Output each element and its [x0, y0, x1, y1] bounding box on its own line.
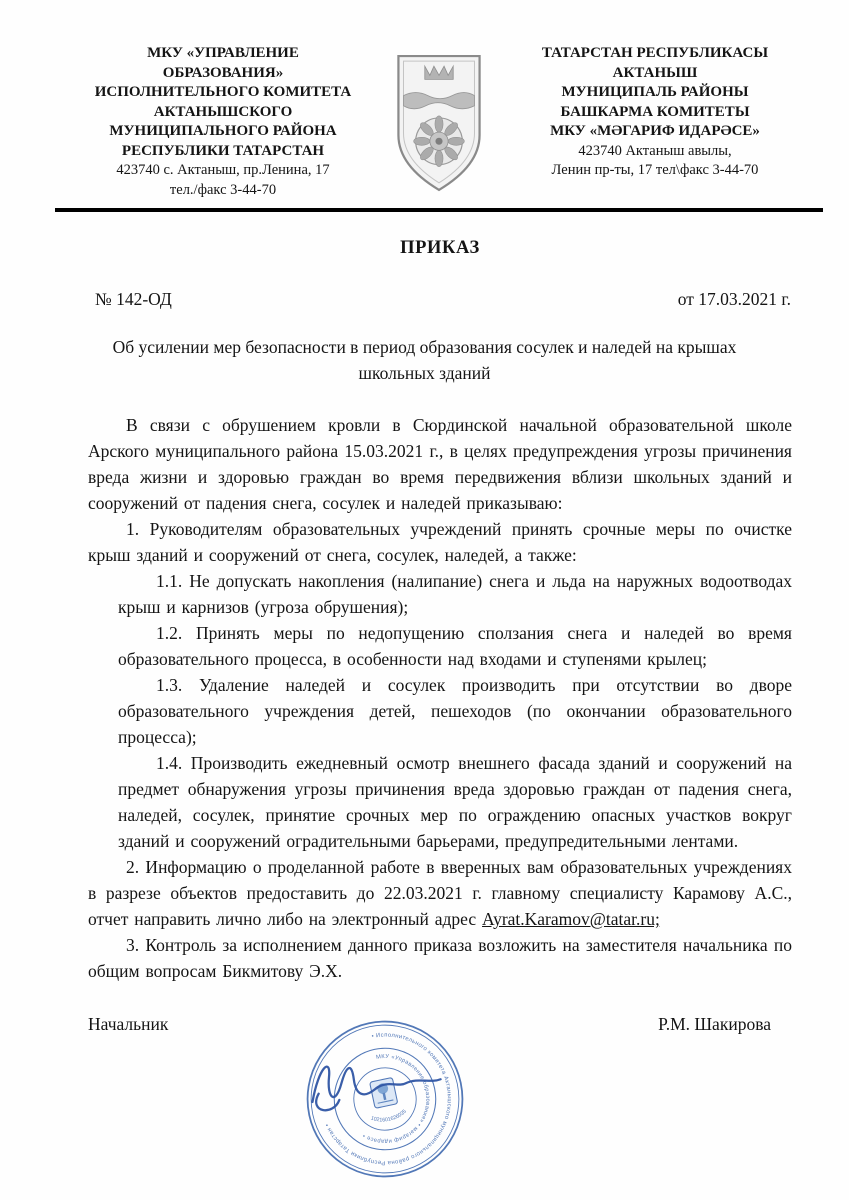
order-item-3: 3. Контроль за исполнением данного приказа возложить на заместителя начальника по общим вопросам Бикмитову Э.Х. [88, 935, 792, 981]
order-subject: Об усилении мер безопасности в период образования сосулек и наледей на крышах школьных зданий [112, 337, 737, 383]
signatory-name: Р.М. Шакирова [658, 1014, 771, 1034]
letterhead-line: АКТАНЫШСКОГО [153, 103, 293, 120]
header-divider [55, 208, 823, 212]
letterhead-line: ОБРАЗОВАНИЯ» [162, 64, 284, 81]
order-item-1: 1. Руководителям образовательных учреждений принять срочные меры по очистке крыш зданий и сооружений от снега, сосулек, наледей, а также: [88, 519, 792, 565]
letterhead-line: БАШКАРМА КОМИТЕТЫ [560, 103, 750, 120]
handwritten-signature [298, 1048, 453, 1126]
paragraph-intro: В связи с обрушением кровли в Сюрдинской начальной образовательной школе Арского муниципального района 15.03.2021 г., в целях предупреждения угрозы причинения вреда жизни и здоровью граждан во время передвижения вблизи школьных зданий и сооружений от падения снега, сосулек и наледей приказываю: [88, 415, 792, 513]
order-body [88, 412, 792, 984]
letterhead-line: МУНИЦИПАЛЬ РАЙОНЫ [561, 84, 749, 100]
letterhead-line: МКУ «МӘГАРИФ ИДАРӘСЕ» [550, 123, 760, 139]
signatory-position: Начальник [88, 1014, 169, 1034]
svg-text:• Исполнительного комитета Акт [308, 1020, 464, 1178]
letterhead-line: ИСПОЛНИТЕЛЬНОГО КОМИТЕТА [94, 84, 352, 100]
order-item-2 [88, 854, 792, 932]
seal-center-emblem [370, 1077, 398, 1108]
order-date: от 17.03.2021 г. [677, 289, 791, 309]
document-title: ПРИКАЗ [400, 238, 480, 258]
email-link[interactable]: Ayrat.Karamov@tatar.ru; [482, 909, 660, 929]
svg-text:1021601626035 [369, 1108, 409, 1127]
seal-number: 1021601626035 [369, 1108, 408, 1124]
order-item-1-1: 1.1. Не допускать накопления (налипание) снега и льда на наружных водоотводах крыш и карнизов (угроза обрушения); [118, 571, 792, 617]
letterhead-phone: тел./факс 3-44-70 [169, 181, 277, 198]
order-item-2-text: 2. Информацию о проделанной работе в вверенных вам образовательных учреждениях в разрезе объектов предоставить до 22.03.2021 г. главному специалисту Карамову А.С., отчет направить лично либо на электронный адрес [88, 857, 792, 929]
coat-of-arms [393, 52, 485, 199]
order-number: № 142-ОД [95, 289, 172, 309]
letterhead-phone: Ленин пр-ты, 17 тел\факс 3-44-70 [551, 162, 759, 178]
letterhead-line: МКУ «УПРАВЛЕНИЕ [147, 45, 299, 61]
letterhead-line: ТАТАРСТАН РЕСПУБЛИКАСЫ [541, 45, 769, 61]
seal-middle-text: МКУ «Управление образования» • мәгариф идарәсе • [361, 1053, 431, 1144]
signature-row [88, 1014, 771, 1035]
svg-text:МКУ «Управление образования» • [346, 1046, 439, 1150]
letterhead [55, 44, 823, 200]
letterhead-line: РЕСПУБЛИКИ ТАТАРСТАН [121, 142, 325, 159]
order-item-1-2: 1.2. Принять меры по недопущению сползания снега и наледей во время образовательного процесса, в особенности над входами и ступенями крылец; [118, 623, 792, 669]
letterhead-left [55, 44, 391, 200]
letterhead-right [487, 44, 823, 181]
order-item-1-4: 1.4. Производить ежедневный осмотр внешнего фасада зданий и сооружений на предмет обнаружения угрозы причинения вреда здоровью граждан от падения снега, наледей, сосулек, принятие срочных мер по ограждению опасных участков вокруг зданий и сооружений оградительными барьерами, предупредительными лентами. [118, 753, 792, 851]
number-date-row [95, 289, 791, 310]
order-item-1-3: 1.3. Удаление наледей и сосулек производить при отсутствии во дворе образовательного учреждения детей, пешеходов (по окончании образовательного процесса); [118, 675, 792, 747]
letterhead-address: 423740 с. Актаныш, пр.Ленина, 17 [116, 162, 330, 178]
letterhead-address: 423740 Актаныш авылы, [578, 142, 732, 159]
letterhead-line: МУНИЦИПАЛЬНОГО РАЙОНА [109, 123, 337, 139]
letterhead-line: АКТАНЫШ [612, 64, 698, 81]
seal-outer-text: • Исполнительного комитета Актанышского муниципального района Республики Татарстан • [324, 1032, 452, 1166]
